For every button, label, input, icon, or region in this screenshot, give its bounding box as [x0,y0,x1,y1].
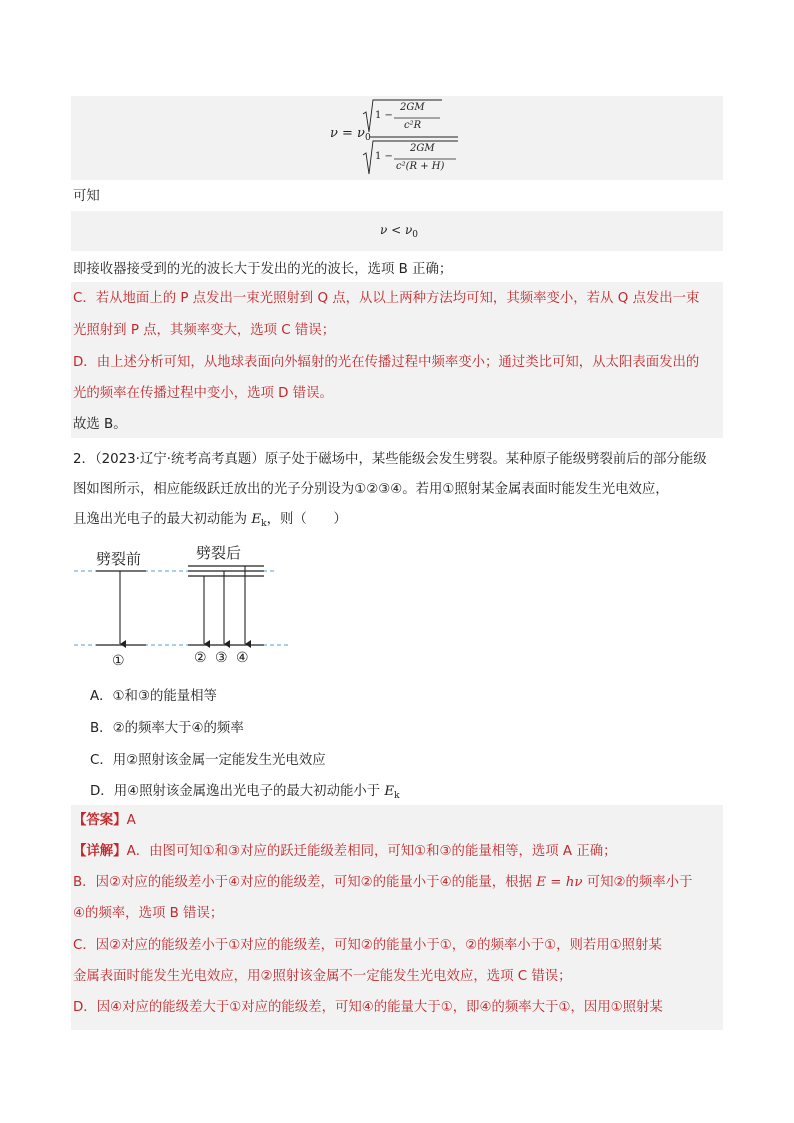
ek-symbol-option-d: $E_k$ [384,784,400,801]
text-kezhi: 可知 [73,189,100,204]
option-a[interactable]: A．①和③的能量相等 [90,689,217,704]
option-b[interactable]: B．②的频率大于④的频率 [90,721,244,736]
label-3: ③ [215,650,228,666]
formula1-den-inner: 1 − [375,151,393,162]
question2-line2: 图如图所示，相应能级跃迁放出的光子分别设为①②③④。若用①照射某金属表面时能发生光电效应， [73,482,669,497]
option-c[interactable]: C．用②照射该金属一定能发生光电效应 [90,753,326,768]
answer-value: A [126,813,136,828]
text-option-d-line1: D．由上述分析可知，从地球表面向外辐射的光在传播过程中频率变小；通过类比可知，从太阳表面发出的 [73,355,700,370]
formula1-den-bot: c²(R + H) [396,161,445,172]
explanation-c-line2: 金属表面时能发生光电效应，用②照射该金属不一定能发生光电效应，选项 C 错误； [73,969,572,984]
formula2-lhs: ν < ν [380,223,413,237]
explanation-c-line1: C．因②对应的能级差小于①对应的能级差，可知②的能量小于①，②的频率小于①，则若用①照射某 [73,938,662,953]
ek-symbol: $E_k$ [251,512,267,529]
label-2: ② [194,650,207,666]
formula-frequency-ratio [330,98,470,178]
label-before-splitting: 劈裂前 [96,550,142,568]
formula1-num-bot: c²R [404,120,422,131]
option-d[interactable]: D．用④照射该金属逸出光电子的最大初动能小于 $E_k$ [90,784,400,801]
energy-level-diagram [68,538,298,673]
explanation-label: 【详解】 [73,844,127,859]
formula1-num-inner: 1 − [375,110,393,121]
text-option-b-conclusion: 即接收器接受到的光的波长大于发出的光的波长，选项 B 正确； [73,262,453,277]
formula-e-hv: E = hν [536,875,583,890]
explanation-d-line1: D．因④对应的能级差大于①对应的能级差，可知④的能量大于①，即④的频率大于①，因用①照射某 [73,1000,663,1015]
formula-inequality [380,223,418,240]
text-option-c-line1: C．若从地面上的 P 点发出一束光照射到 Q 点，从以上两种方法均可知，其频率变小，若从 Q 点发出一束 [73,291,700,306]
explanation-a: 【详解】A．由图可知①和③对应的跃迁能级差相同，可知①和③的能量相等，选项 A 正确； [73,844,617,859]
text-option-d-line2: 光的频率在传播过程中变小，选项 D 错误。 [73,386,333,401]
label-4: ④ [236,650,249,666]
formula2-sub: 0 [412,230,419,240]
question2-line1: 2．（2023·辽宁·统考高考真题）原子处于磁场中，某些能级会发生劈裂。某种原子能级劈裂前后的部分能级 [73,452,707,467]
formula1-den-top: 2GM [410,143,435,154]
explanation-b-line2: ④的频率，选项 B 错误； [73,906,224,921]
answer-label: 【答案】 [73,813,127,828]
text-conclusion: 故选 B。 [73,417,127,432]
answer [73,812,136,829]
formula1-lhs: ν = ν [330,126,365,141]
label-after-splitting: 劈裂后 [196,544,242,562]
question2-line3: 且逸出光电子的最大初动能为 $E_k$，则（ ） [73,512,347,529]
explanation-b-line1: B．因②对应的能级差小于④对应的能级差，可知②的能量小于④的能量，根据 E = hν 可知②的频率小于 [73,875,693,890]
label-1: ① [112,653,125,669]
formula1-lhs-sub: 0 [364,133,371,143]
formula1-num-top: 2GM [400,102,425,113]
text-option-c-line2: 光照射到 P 点，其频率变大，选项 C 错误； [73,323,336,338]
